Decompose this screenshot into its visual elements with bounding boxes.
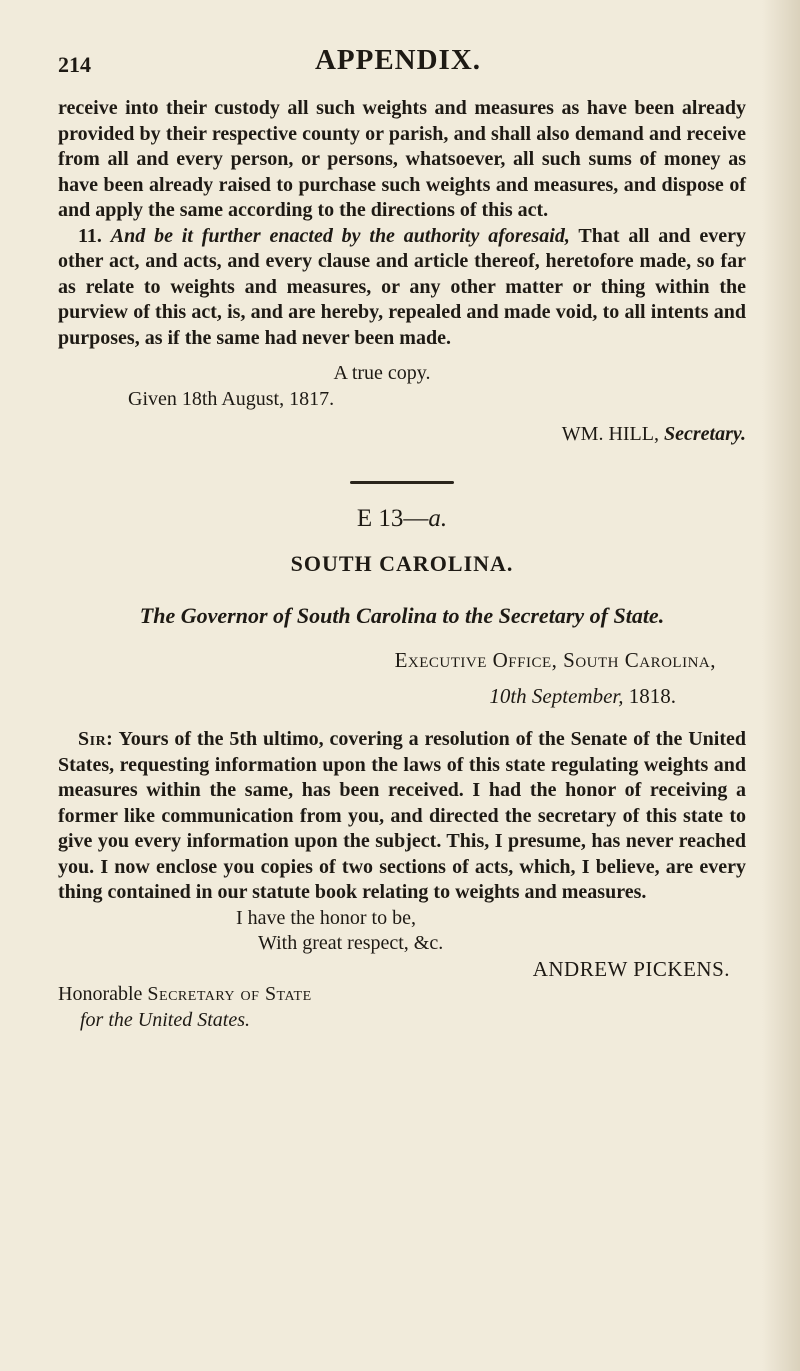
- addressee-line-2: for the United States.: [80, 1008, 250, 1031]
- subtitle-part: the: [459, 602, 499, 628]
- letter-subtitle: [58, 603, 746, 629]
- subtitle-part: Governor: [175, 602, 274, 628]
- signer-name: WM. HILL,: [561, 423, 659, 445]
- given-date: Given 18th August, 1817.: [128, 387, 335, 410]
- letter-body-text: Yours of the 5th ultimo, covering a resolution of the Senate of the United States, requesting information upon the laws of this state regulating weights and measures within the same, has been received. I had the honor of receiving a former like communication from you, and directed the secretary of this state to give you every information upon the subject. This, I presume, has never reached you. I now enclose you copies of two sections of acts, which, I believe, are every thing contained in our statute book relating to weights and measures.: [58, 728, 746, 903]
- divider-rule: [350, 481, 454, 484]
- governor-signature: ANDREW PICKENS.: [532, 956, 730, 981]
- addressee-line-1: [58, 982, 746, 1008]
- letter-date: [58, 684, 746, 710]
- true-copy-line: A true copy.: [333, 362, 431, 384]
- letter-office: Executive Office, South Carolina,: [394, 648, 716, 672]
- addressee-title: Secretary of State: [147, 983, 312, 1005]
- enacting-clause: And be it further enacted by the authority aforesaid,: [110, 224, 570, 247]
- document-id-suffix: a.: [428, 504, 448, 532]
- section-10-continuation: receive into their custody all such weights and measures as have been already provided by their respective county or parish, and shall also demand and receive from all and every person, or persons, whatsoever, all such sums of money as have been already raised to purchase such weights and measures, and dispose of and apply the same according to the directions of this act.: [58, 97, 746, 221]
- page-number: 214: [58, 52, 91, 77]
- secretary-signature: [58, 422, 746, 448]
- page-header: [58, 44, 738, 88]
- section-11: [58, 224, 746, 352]
- closing-line-2: With great respect, &c.: [258, 932, 444, 954]
- section-11-text: That all and every other act, and acts, and every clause and article thereof, heretofore made, so far as relate to weights and measures, or any other matter or thing within the purview of this act, is, and are hereby, repealed and made void, to all intents and purposes, as if the same had never been made.: [58, 224, 747, 349]
- subtitle-part: of: [273, 602, 292, 628]
- addressee-honorific: Honorable: [58, 983, 143, 1005]
- page-edge-shadow: [762, 0, 800, 1371]
- page-body: [58, 96, 746, 1033]
- document-id: [58, 506, 746, 532]
- subtitle-part: of: [584, 602, 614, 628]
- signer-title: Secretary.: [663, 423, 746, 445]
- subtitle-part: State.: [613, 602, 665, 628]
- document-id-prefix: E 13—: [356, 504, 429, 532]
- subtitle-part: South Carolina: [291, 602, 443, 628]
- letter-body: [58, 727, 746, 906]
- closing-line-1: I have the honor to be,: [236, 906, 416, 929]
- letter-date-day: 10th September,: [489, 683, 624, 708]
- salutation: Sir:: [78, 728, 114, 750]
- section-divider: [58, 470, 746, 476]
- letter-date-year: 1818.: [623, 683, 676, 708]
- subtitle-part: to: [442, 602, 460, 628]
- state-title: SOUTH CAROLINA.: [290, 551, 514, 576]
- subtitle-part: The: [139, 602, 176, 628]
- running-head: APPENDIX.: [314, 44, 482, 76]
- subtitle-part: Secretary: [498, 602, 585, 628]
- section-number: 11.: [78, 224, 102, 247]
